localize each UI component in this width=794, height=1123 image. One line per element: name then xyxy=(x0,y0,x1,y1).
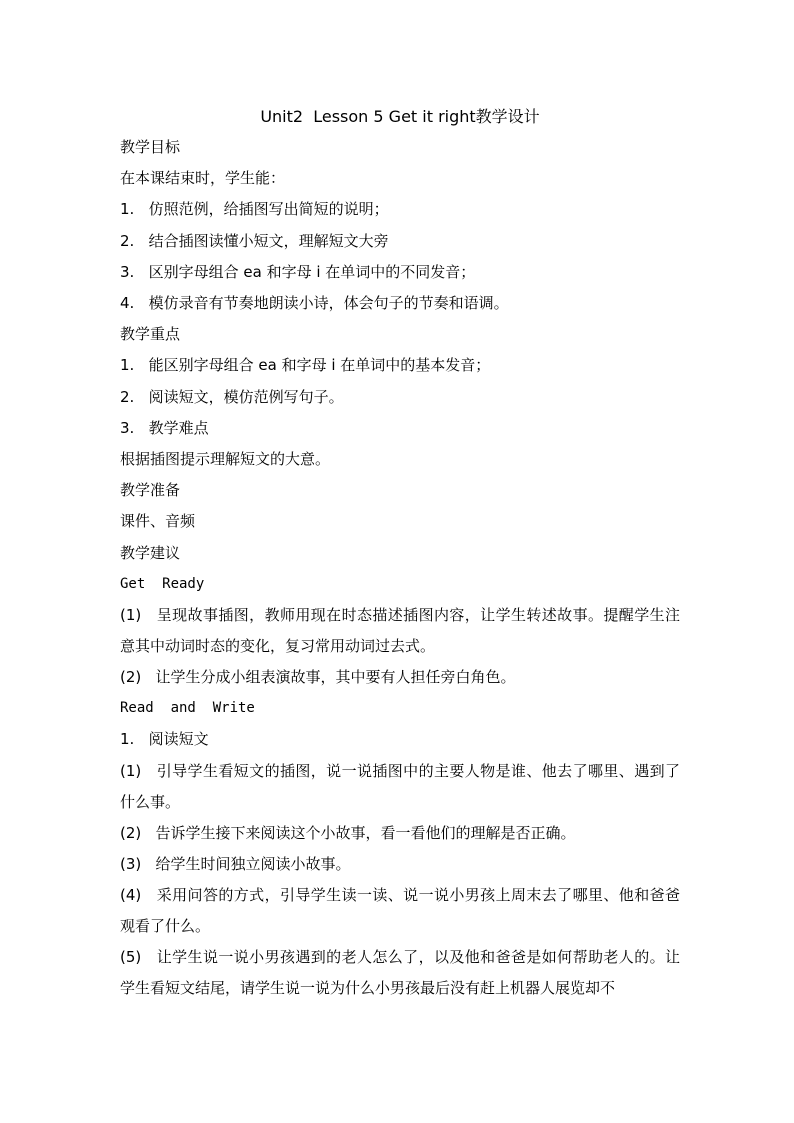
list-item: 3. 区别字母组合 ea 和字母 i 在单词中的不同发音； xyxy=(120,262,476,281)
list-item: 1. 仿照范例，给插图写出简短的说明； xyxy=(120,200,389,219)
list-item: (3) 给学生时间独立阅读小故事。 xyxy=(120,854,351,873)
list-item: 2. 结合插图读懂小短文，理解短文大旁 xyxy=(120,231,389,250)
section-heading-key-points: 教学重点 xyxy=(120,325,181,344)
list-item: (5) 让学生说一说小男孩遇到的老人怎么了，以及他和爸爸是如何帮助老人的。让学生看短文结尾，请学生说一说为什么小男孩最后没有赶上机器人展览却不 xyxy=(120,948,680,998)
list-item: 3. 教学难点 xyxy=(120,418,209,437)
list-item: (1) 引导学生看短文的插图，说一说插图中的主要人物是谁、他去了哪里、遇到了什么事。 xyxy=(120,761,680,811)
list-item: (4) 采用问答的方式，引导学生读一读、说一说小男孩上周末去了哪里、他和爸爸观看了什么。 xyxy=(120,886,680,936)
list-item: 4. 模仿录音有节奏地朗读小诗，体会句子的节奏和语调。 xyxy=(120,294,509,313)
document-body xyxy=(120,104,680,1004)
subheading-read-and-write: Read and Write xyxy=(120,700,255,717)
section-heading-suggestions: 教学建议 xyxy=(120,543,181,562)
section-heading-objectives: 教学目标 xyxy=(120,138,181,156)
paragraph: 在本课结束时，学生能： xyxy=(120,169,286,188)
paragraph: 课件、音频 xyxy=(120,512,196,531)
list-item: (1) 呈现故事插图，教师用现在时态描述插图内容，让学生转述故事。提醒学生注意其中动词时态的变化，复习常用动词过去式。 xyxy=(120,606,680,656)
paragraph: 根据插图提示理解短文的大意。 xyxy=(120,450,331,469)
subheading-get-ready: Get Ready xyxy=(120,575,205,592)
document-title: Unit2 Lesson 5 Get it right教学设计 xyxy=(260,107,540,126)
list-item: (2) 告诉学生接下来阅读这个小故事，看一看他们的理解是否正确。 xyxy=(120,823,576,842)
list-item: (2) 让学生分成小组表演故事，其中要有人担任旁白角色。 xyxy=(120,668,516,687)
section-heading-preparation: 教学准备 xyxy=(120,481,181,500)
list-item: 2. 阅读短文，模仿范例写句子。 xyxy=(120,387,344,406)
list-item: 1. 阅读短文 xyxy=(120,730,209,749)
list-item: 1. 能区别字母组合 ea 和字母 i 在单词中的基本发音； xyxy=(120,356,491,375)
